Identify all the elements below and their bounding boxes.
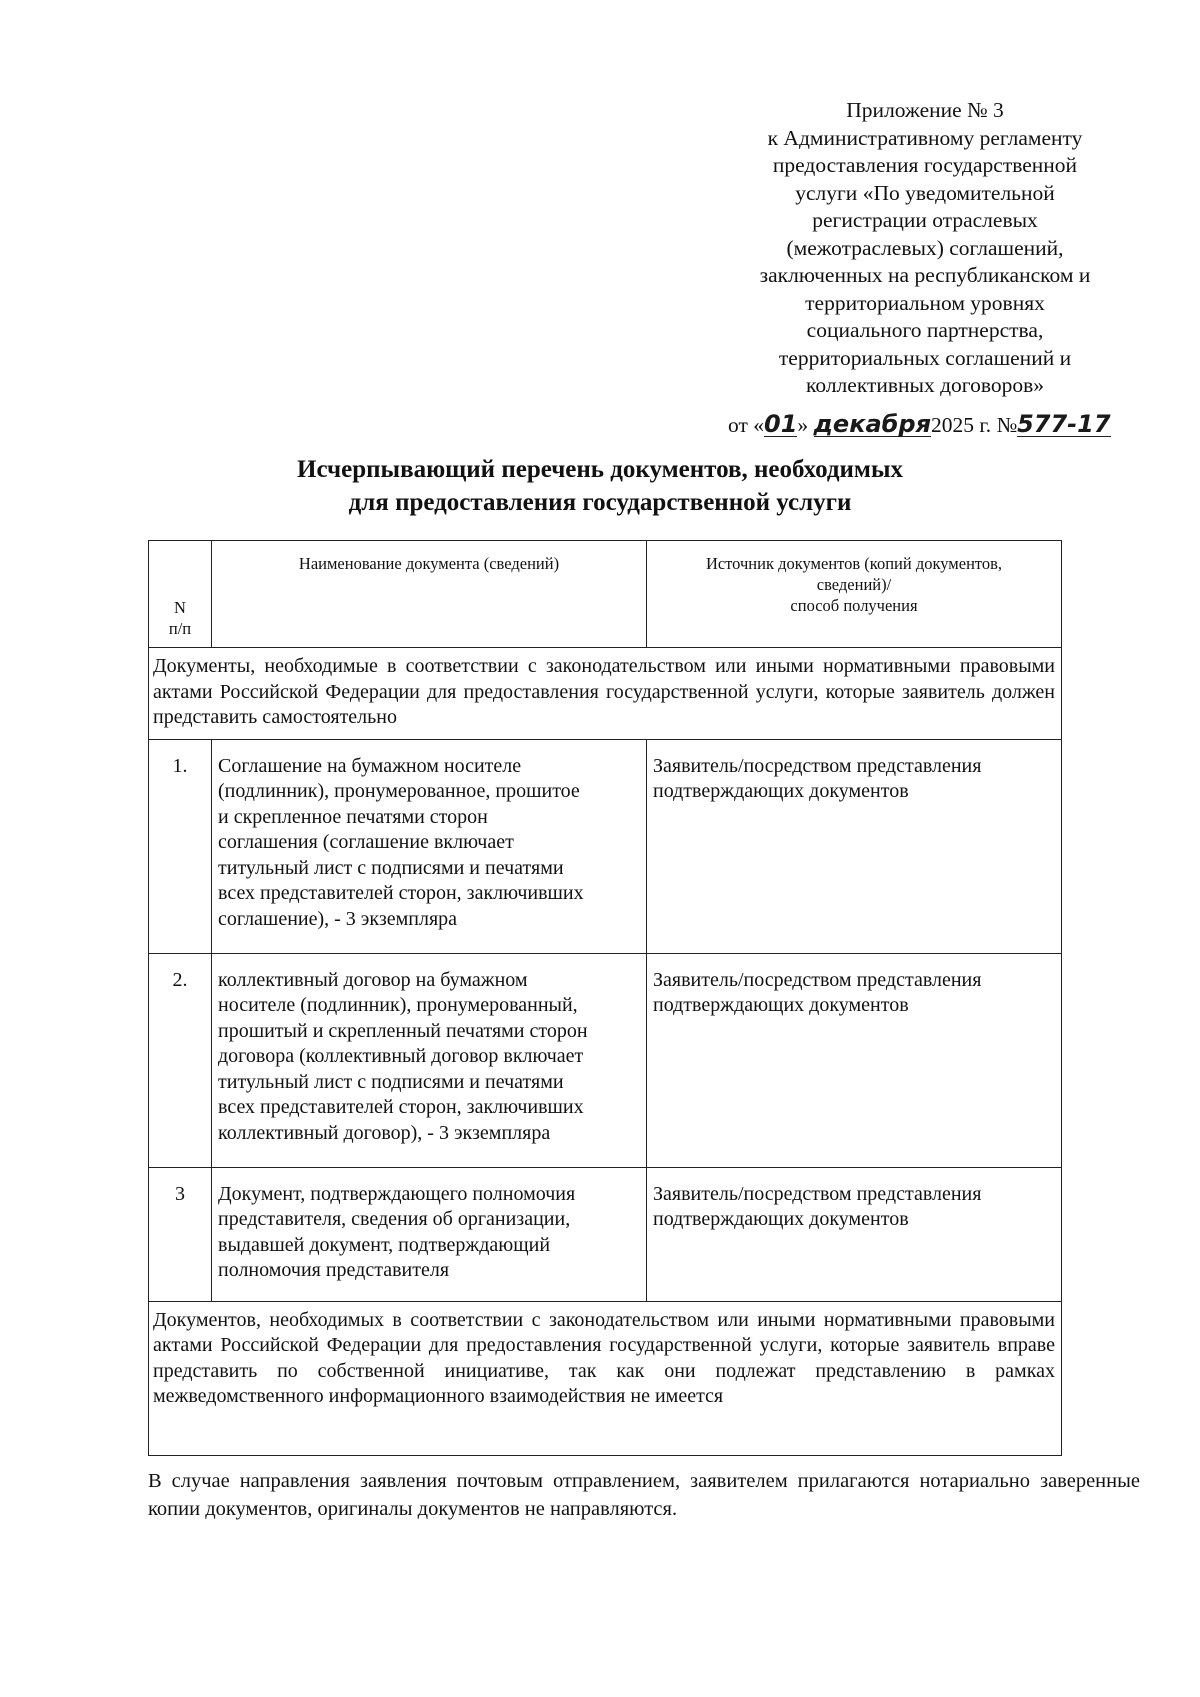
annex-line: территориальном уровнях (805, 290, 1045, 315)
table-row (149, 953, 1062, 1167)
date-close-quote: » (797, 413, 809, 437)
table-row (149, 1167, 1062, 1301)
header-document-name: Наименование документа (сведений) (212, 541, 647, 648)
handwritten-day: 01 (764, 410, 798, 438)
section-required-text: Документы, необходимые в соответствии с законодательством или иными нормативными правовыми актами Российской Федерации для предоставления государственной услуги, которые заявитель должен представить самостоятельно (149, 648, 1062, 740)
row-source: Заявитель/посредством представления подтверждающих документов (647, 953, 1062, 1167)
annex-line: Приложение № 3 (846, 98, 1004, 122)
section-row-required (149, 648, 1062, 740)
document-title (150, 453, 1050, 519)
row-source: Заявитель/посредством представления подтверждающих документов (647, 739, 1062, 953)
handwritten-number: 577-17 (1017, 410, 1111, 438)
annex-line: (межотраслевых) соглашений, (786, 235, 1064, 260)
row-number: 3 (149, 1167, 212, 1301)
section-optional-text: Документов, необходимых в соответствии с законодательством или иными нормативными правовыми актами Российской Федерации для предоставления государственной услуги, которые заявитель вправе представить по собственной инициативе, так как они подлежат представлению в рамках межведомственного информационного взаимодействия не имеется (149, 1301, 1062, 1455)
number-prefix: № (996, 413, 1018, 437)
annex-line: услуги «По уведомительной (795, 180, 1055, 205)
row-number: 2. (149, 953, 212, 1167)
header-source: Источник документов (копий документов, сведений)/ способ получения (647, 541, 1062, 648)
date-year: 2025 г. (931, 413, 992, 437)
row-number: 1. (149, 739, 212, 953)
annex-line: регистрации отраслевых (812, 208, 1038, 232)
table-header-row (149, 541, 1062, 648)
header-number: N п/п (149, 541, 212, 648)
annex-line: коллективных договоров» (806, 373, 1044, 397)
table-row (149, 739, 1062, 953)
annex-line: территориальных соглашений и (778, 345, 1072, 370)
documents-table (148, 540, 1062, 1456)
section-row-optional (149, 1301, 1062, 1455)
handwritten-month: декабря (813, 410, 932, 438)
annex-line: заключенных на республиканском и (759, 263, 1091, 287)
row-document-name: Документ, подтверждающего полномочия представителя, сведения об организации, выдавшей документ, подтверждающий полномочия представителя (212, 1167, 647, 1301)
annex-line: социального партнерства, (806, 318, 1044, 342)
order-date-number (728, 412, 1111, 438)
row-document-name: коллективный договор на бумажном носителе (подлинник), пронумерованный, прошитый и скрепленный печатями сторон договора (коллективный договор включает титульный лист с подписями и печатями всех представителей сторон, заключивших коллективный договор), - 3 экземпляра (212, 953, 647, 1167)
title-line-2: для предоставления государственной услуги (348, 489, 852, 516)
row-document-name: Соглашение на бумажном носителе (подлинник), пронумерованное, прошитое и скрепленное печатями сторон соглашения (соглашение включает титульный лист с подписями и печатями всех представителей сторон, заключивших соглашение), - 3 экземпляра (212, 739, 647, 953)
annex-line: предоставления государственной (772, 153, 1078, 177)
row-source: Заявитель/посредством представления подтверждающих документов (647, 1167, 1062, 1301)
footer-note: В случае направления заявления почтовым отправлением, заявителем прилагаются нотариально заверенные копии документов, оригиналы документов не направляются. (148, 1470, 1140, 1520)
annex-line: к Административному регламенту (767, 125, 1083, 150)
date-open-quote: « (753, 413, 764, 437)
date-prefix: от (728, 413, 748, 437)
annex-header (715, 97, 1135, 400)
title-line-1: Исчерпывающий перечень документов, необходимых (297, 456, 903, 483)
